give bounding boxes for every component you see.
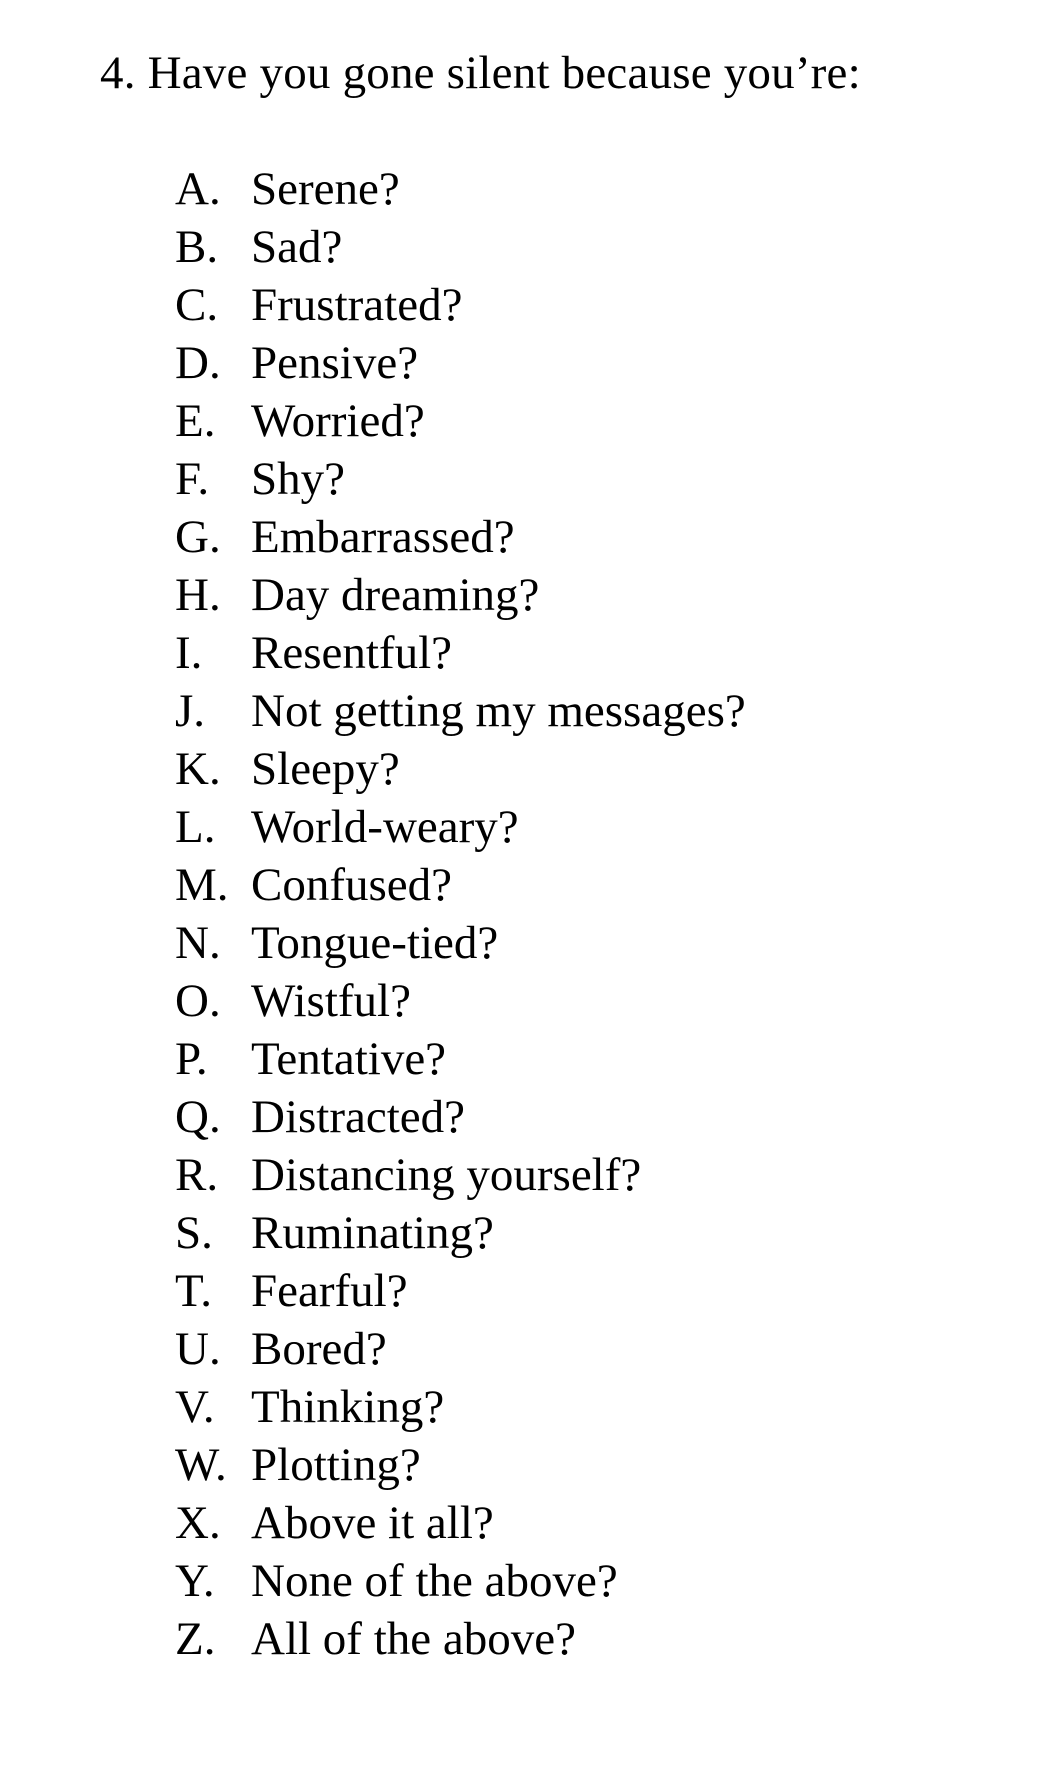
option-text: Plotting? bbox=[251, 1439, 421, 1491]
option-text: Sad? bbox=[251, 221, 343, 273]
option-letter: F. bbox=[175, 453, 210, 505]
option-l bbox=[175, 798, 746, 856]
option-c bbox=[175, 276, 746, 334]
option-u bbox=[175, 1320, 746, 1378]
option-letter: D. bbox=[175, 337, 221, 389]
option-letter: H. bbox=[175, 569, 221, 621]
answer-options-list bbox=[175, 160, 746, 1668]
option-text: Tongue-tied? bbox=[251, 917, 499, 969]
option-o bbox=[175, 972, 746, 1030]
option-r bbox=[175, 1146, 746, 1204]
option-text: Embarrassed? bbox=[251, 511, 515, 563]
option-text: Shy? bbox=[251, 453, 345, 505]
option-text: Frustrated? bbox=[251, 279, 463, 331]
option-m bbox=[175, 856, 746, 914]
option-letter: J. bbox=[175, 685, 206, 737]
option-letter: P. bbox=[175, 1033, 208, 1085]
option-text: Ruminating? bbox=[251, 1207, 494, 1259]
question-heading: 4. Have you gone silent because you’re: bbox=[100, 47, 861, 99]
option-letter: C. bbox=[175, 279, 219, 331]
option-letter: Y. bbox=[175, 1555, 215, 1607]
option-y bbox=[175, 1552, 746, 1610]
option-text: Fearful? bbox=[251, 1265, 408, 1317]
option-letter: Z. bbox=[175, 1613, 216, 1665]
option-v bbox=[175, 1378, 746, 1436]
option-e bbox=[175, 392, 746, 450]
option-text: Above it all? bbox=[251, 1497, 494, 1549]
option-j bbox=[175, 682, 746, 740]
option-text: World-weary? bbox=[251, 801, 519, 853]
option-letter: K. bbox=[175, 743, 221, 795]
option-text: None of the above? bbox=[251, 1555, 618, 1607]
option-letter: O. bbox=[175, 975, 221, 1027]
option-text: Not getting my messages? bbox=[251, 685, 746, 737]
option-f bbox=[175, 450, 746, 508]
option-letter: M. bbox=[175, 859, 229, 911]
option-text: Wistful? bbox=[251, 975, 411, 1027]
option-p bbox=[175, 1030, 746, 1088]
option-letter: Q. bbox=[175, 1091, 221, 1143]
option-letter: G. bbox=[175, 511, 221, 563]
option-text: All of the above? bbox=[251, 1613, 576, 1665]
option-g bbox=[175, 508, 746, 566]
option-letter: S. bbox=[175, 1207, 213, 1259]
option-x bbox=[175, 1494, 746, 1552]
option-text: Distancing yourself? bbox=[251, 1149, 642, 1201]
option-letter: A. bbox=[175, 163, 221, 215]
option-text: Distracted? bbox=[251, 1091, 466, 1143]
option-n bbox=[175, 914, 746, 972]
option-text: Serene? bbox=[251, 163, 400, 215]
option-k bbox=[175, 740, 746, 798]
option-text: Thinking? bbox=[251, 1381, 445, 1433]
option-s bbox=[175, 1204, 746, 1262]
option-letter: N. bbox=[175, 917, 221, 969]
option-q bbox=[175, 1088, 746, 1146]
option-text: Confused? bbox=[251, 859, 453, 911]
option-letter: X. bbox=[175, 1497, 221, 1549]
option-text: Resentful? bbox=[251, 627, 452, 679]
option-letter: W. bbox=[175, 1439, 227, 1491]
option-letter: L. bbox=[175, 801, 216, 853]
option-w bbox=[175, 1436, 746, 1494]
option-letter: T. bbox=[175, 1265, 212, 1317]
option-letter: R. bbox=[175, 1149, 219, 1201]
option-text: Sleepy? bbox=[251, 743, 400, 795]
option-b bbox=[175, 218, 746, 276]
option-text: Tentative? bbox=[251, 1033, 447, 1085]
option-letter: I. bbox=[175, 627, 203, 679]
option-t bbox=[175, 1262, 746, 1320]
option-letter: U. bbox=[175, 1323, 221, 1375]
option-d bbox=[175, 334, 746, 392]
option-h bbox=[175, 566, 746, 624]
option-i bbox=[175, 624, 746, 682]
option-letter: B. bbox=[175, 221, 219, 273]
option-letter: E. bbox=[175, 395, 216, 447]
option-text: Bored? bbox=[251, 1323, 387, 1375]
option-text: Pensive? bbox=[251, 337, 419, 389]
option-a bbox=[175, 160, 746, 218]
option-letter: V. bbox=[175, 1381, 215, 1433]
option-z bbox=[175, 1610, 746, 1668]
option-text: Worried? bbox=[251, 395, 425, 447]
option-text: Day dreaming? bbox=[251, 569, 540, 621]
